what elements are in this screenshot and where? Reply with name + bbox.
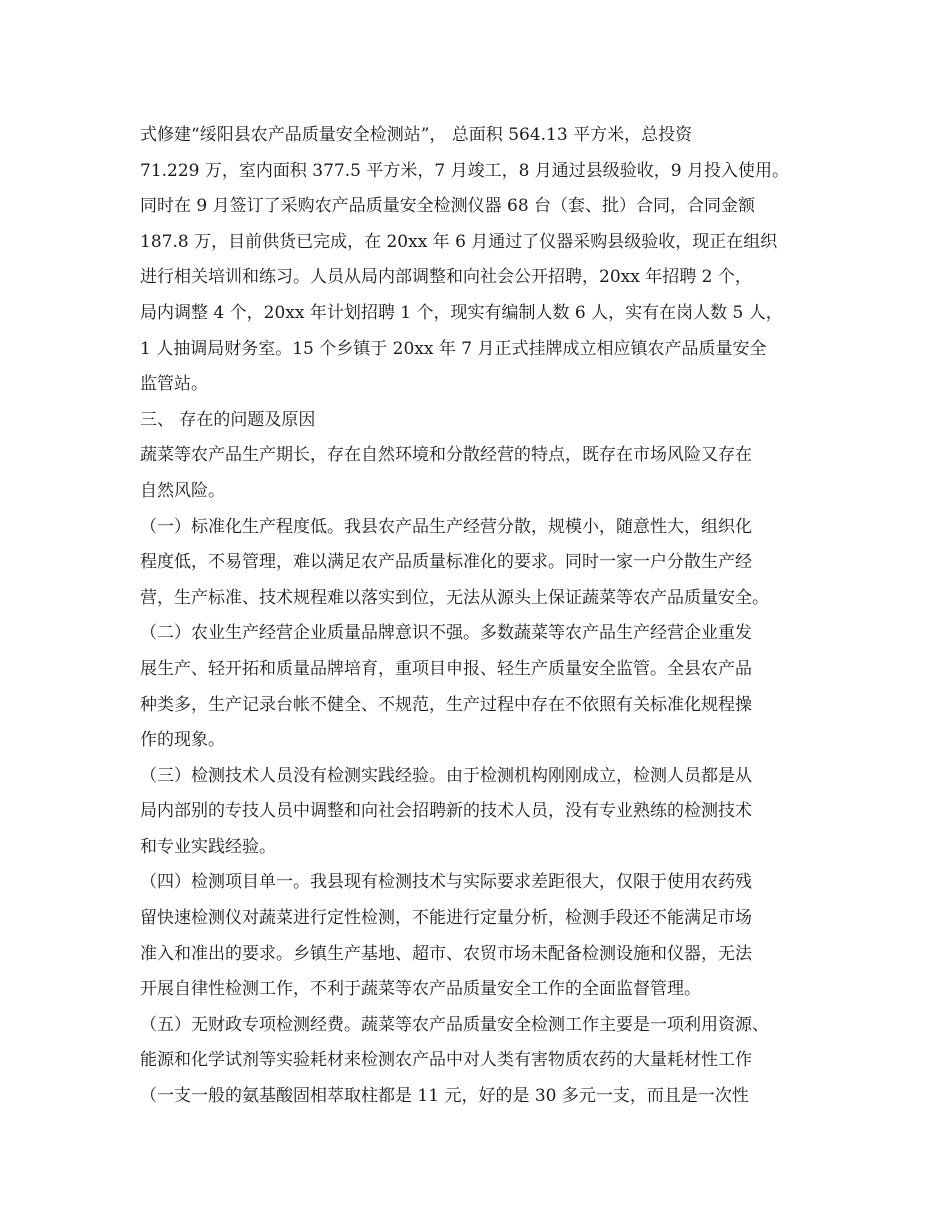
text-line: 和专业实践经验。: [140, 836, 276, 857]
text-line: 监管站。: [140, 374, 208, 395]
text-line: 自然风险。: [140, 480, 225, 501]
text-line: （一）标准化生产程度低。我县农产品生产经营分散，规模小，随意性大，组织化: [140, 516, 752, 537]
text-line: 留快速检测仪对蔬菜进行定性检测，不能进行定量分析，检测手段还不能满足市场: [140, 908, 752, 929]
text-line: 开展自律性检测工作，不利于蔬菜等农产品质量安全工作的全面监督管理。: [140, 979, 701, 1000]
text-line: 准入和准出的要求。乡镇生产基地、超市、农贸市场未配备检测设施和仪器，无法: [140, 943, 752, 964]
text-line: 局内调整 4 个，20xx 年计划招聘 1 个，现实有编制人数 6 人，实有在岗人数 5 人，: [140, 302, 783, 323]
text-line: 71.229 万，室内面积 377.5 平方米，7 月竣工，8 月通过县级验收，9 月投入使用。: [140, 160, 790, 181]
text-line: 1 人抽调局财务室。15 个乡镇于 20xx 年 7 月正式挂牌成立相应镇农产品质量安全: [140, 338, 767, 359]
text-line: 蔬菜等农产品生产期长，存在自然环境和分散经营的特点，既存在市场风险又存在: [140, 445, 752, 466]
text-line: （三）检测技术人员没有检测实践经验。由于检测机构刚刚成立，检测人员都是从: [140, 765, 752, 786]
text-line: 营，生产标准、技术规程难以落实到位，无法从源头上保证蔬菜等农产品质量安全。: [140, 587, 769, 608]
text-line: 187.8 万，目前供货已完成，在 20xx 年 6 月通过了仪器采购县级验收，现正在组织: [140, 231, 778, 252]
text-line: 同时在 9 月签订了采购农产品质量安全检测仪器 68 台（套、批）合同，合同金额: [140, 196, 756, 217]
section-heading: 三、 存在的问题及原因: [140, 409, 316, 430]
text-line: （一支一般的氨基酸固相萃取柱都是 11 元，好的是 30 多元一支，而且是一次性: [140, 1086, 749, 1107]
text-line: （四）检测项目单一。我县现有检测技术与实际要求差距很大，仅限于使用农药残: [140, 872, 752, 893]
document-body: [140, 118, 830, 1115]
text-line: 局内部别的专技人员中调整和向社会招聘新的技术人员，没有专业熟练的检测技术: [140, 801, 752, 822]
text-line: 进行相关培训和练习。人员从局内部调整和向社会公开招聘，20xx 年招聘 2 个，: [140, 267, 752, 288]
text-line: 程度低，不易管理，难以满足农产品质量标准化的要求。同时一家一户分散生产经: [140, 552, 752, 573]
text-line: 种类多，生产记录台帐不健全、不规范，生产过程中存在不依照有关标准化规程操: [140, 694, 752, 715]
text-line: 式修建“绥阳县农产品质量安全检测站”， 总面积 564.13 平方米，总投资: [140, 125, 693, 145]
text-line: 能源和化学试剂等实验耗材来检测农产品中对人类有害物质农药的大量耗材性工作: [140, 1050, 752, 1071]
text-line: 展生产、轻开拓和质量品牌培育，重项目申报、轻生产质量安全监管。全县农产品: [140, 658, 752, 679]
text-line: （二）农业生产经营企业质量品牌意识不强。多数蔬菜等农产品生产经营企业重发: [140, 623, 752, 644]
text-line: （五）无财政专项检测经费。蔬菜等农产品质量安全检测工作主要是一项利用资源、: [140, 1014, 769, 1035]
text-line: 作的现象。: [140, 730, 225, 751]
